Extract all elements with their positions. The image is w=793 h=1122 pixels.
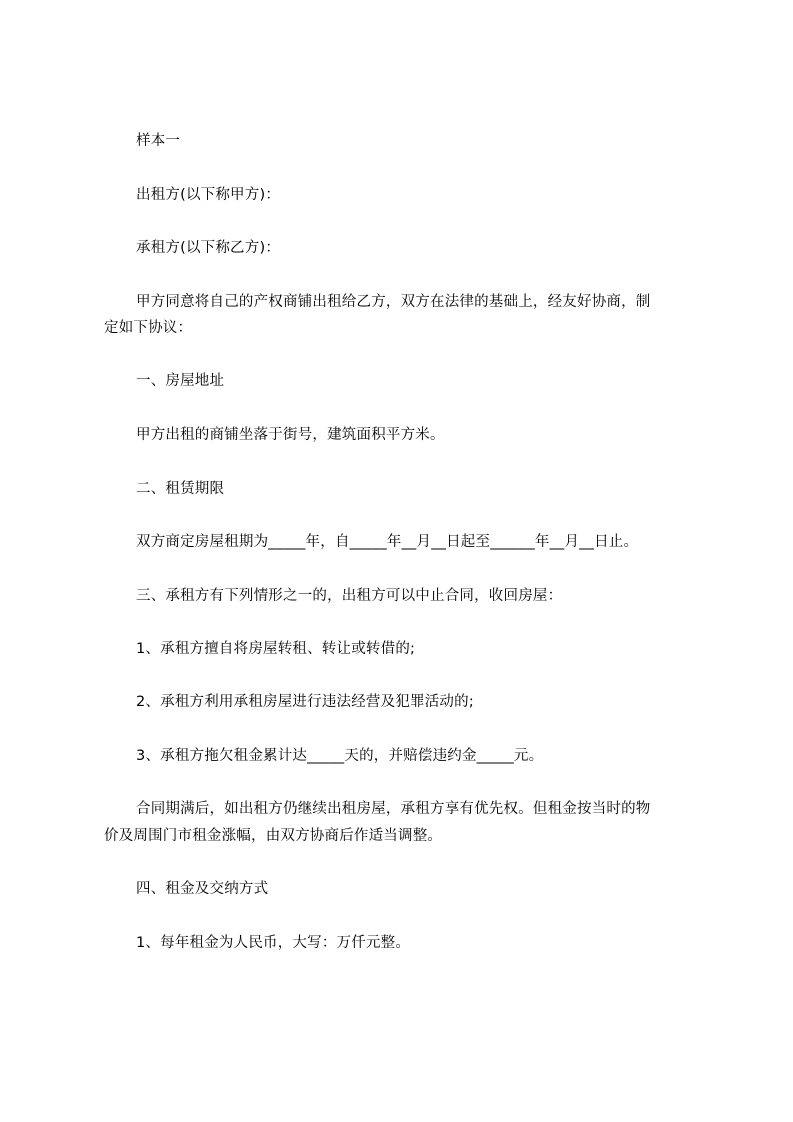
section-3-title: 三、承租方有下列情形之一的，出租方可以中止合同，收回房屋： — [136, 588, 563, 604]
section-4-title: 四、租金及交纳方式 — [136, 881, 269, 897]
section-3-item-1: 1、承租方擅自将房屋转租、转让或转借的; — [136, 641, 416, 657]
intro-paragraph-line-2: 定如下协议： — [104, 320, 193, 336]
section-2-title: 二、租赁期限 — [136, 481, 225, 497]
section-2-body: 双方商定房屋租期为_____年，自_____年__月__日起至______年__月__日止。 — [136, 534, 639, 550]
section-1-title: 一、房屋地址 — [136, 373, 225, 389]
renewal-paragraph-line-2: 价及周围门市租金涨幅，由双方协商后作适当调整。 — [104, 828, 443, 844]
section-3-item-2: 2、承租方利用承租房屋进行违法经营及犯罪活动的; — [136, 694, 474, 710]
intro-paragraph-line-1: 甲方同意将自己的产权商铺出租给乙方，双方在法律的基础上，经友好协商，制 — [136, 294, 651, 310]
section-3-item-3: 3、承租方拖欠租金累计达_____天的，并赔偿违约金_____元。 — [136, 748, 544, 764]
sample-heading: 样本一 — [136, 133, 181, 149]
section-4-item-1: 1、每年租金为人民币，大写：万仟元整。 — [136, 935, 411, 951]
party-b-line: 承租方(以下称乙方)： — [136, 240, 281, 256]
section-1-body: 甲方出租的商铺坐落于街号，建筑面积平方米。 — [136, 427, 445, 443]
renewal-paragraph-line-1: 合同期满后，如出租方仍继续出租房屋，承租方享有优先权。但租金按当时的物 — [136, 801, 651, 817]
party-a-line: 出租方(以下称甲方)： — [136, 187, 281, 203]
